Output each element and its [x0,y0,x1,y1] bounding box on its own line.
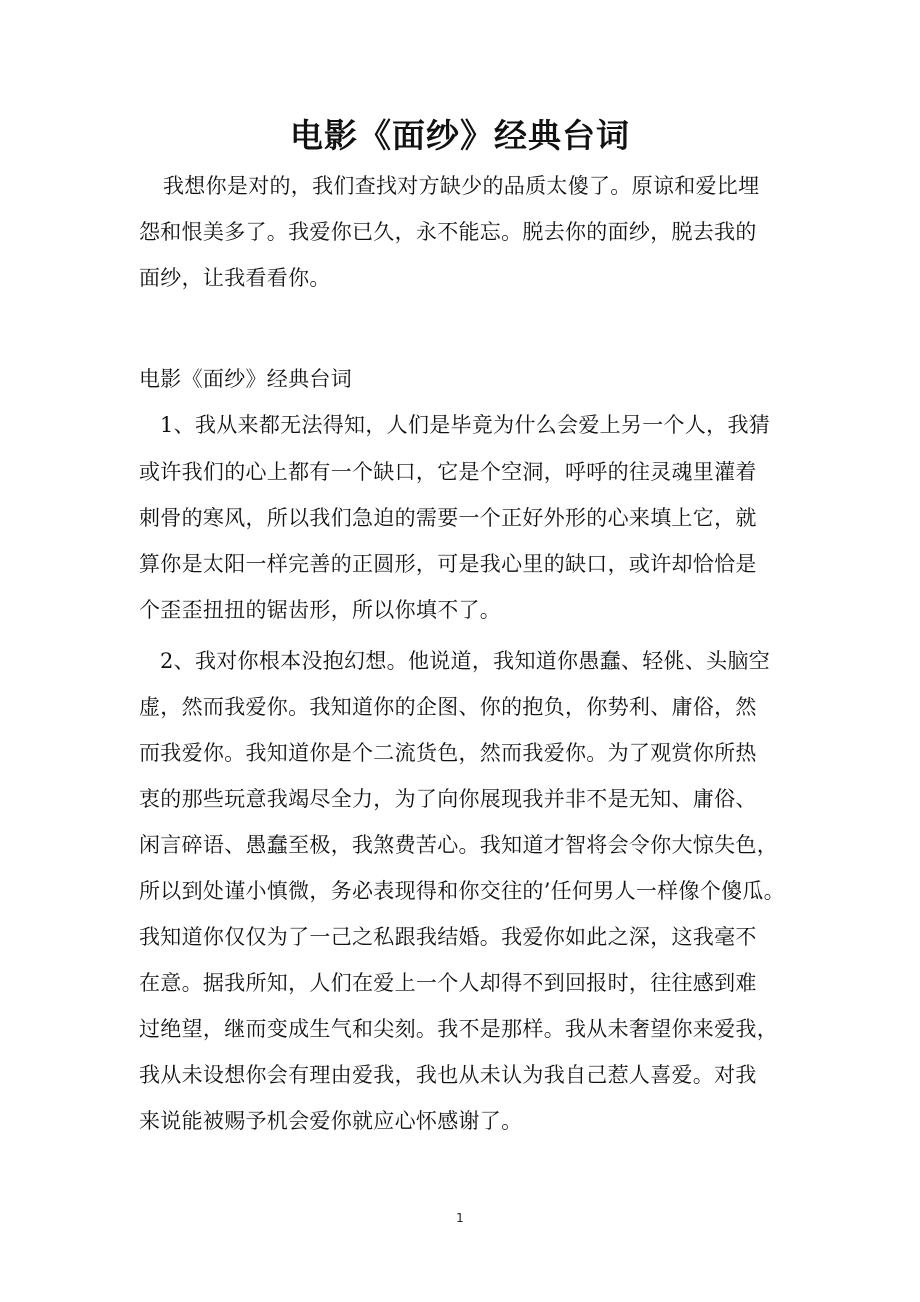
quote-2-line: 我知道你仅仅为了一己之私跟我结婚。我爱你如此之深，这我毫不 [139,925,757,949]
intro-line: 面纱，让我看看你。 [139,266,331,290]
quote-1-line: 刺骨的寒风，所以我们急迫的需要一个正好外形的心来填上它，就 [139,506,757,530]
intro-line: 我想你是对的，我们查找对方缺少的品质太傻了。原谅和爱比埋 [163,174,760,198]
quote-2-line: 我从未设想你会有理由爱我，我也从未认为我自己惹人喜爱。对我 [139,1063,757,1087]
quote-2-line: 衷的那些玩意我竭尽全力，为了向你展现我并非不是无知、庸俗、 [139,787,757,811]
quote-2-line: 在意。据我所知，人们在爱上一个人却得不到回报时，往往感到难 [139,971,757,995]
quote-2-line: 所以到处谨小慎微，务必表现得和你交往的’任何男人一样像个傻瓜。 [139,879,785,903]
quote-2-line: 过绝望，继而变成生气和尖刻。我不是那样。我从未奢望你来爱我， [139,1017,778,1041]
quote-1-line: 1、我从来都无法得知，人们是毕竟为什么会爱上另一个人，我猜 [160,413,771,437]
page-number: 1 [456,1211,464,1225]
quote-2-line: 闲言碎语、愚蠢至极，我煞费苦心。我知道才智将会令你大惊失色， [139,833,778,857]
intro-line: 怨和恨美多了。我爱你已久，永不能忘。脱去你的面纱，脱去我的 [139,220,757,244]
quote-2-line: 虚，然而我爱你。我知道你的企图、你的抱负，你势利、庸俗，然 [139,695,757,719]
quote-2-line: 2、我对你根本没抱幻想。他说道，我知道你愚蠢、轻佻、头脑空 [160,649,771,673]
quote-2-line: 而我爱你。我知道你是个二流货色，然而我爱你。为了观赏你所热 [139,741,757,765]
document-title: 电影《面纱》经典台词 [290,116,630,155]
section-heading: 电影《面纱》经典台词 [139,367,352,391]
quote-1-line: 或许我们的心上都有一个缺口，它是个空洞，呼呼的往灵魂里灌着 [139,460,757,484]
quote-1-line: 个歪歪扭扭的锯齿形，所以你填不了。 [139,598,502,622]
quote-2-line: 来说能被赐予机会爱你就应心怀感谢了。 [139,1109,523,1133]
quote-1-line: 算你是太阳一样完善的正圆形，可是我心里的缺口，或许却恰恰是 [139,552,757,576]
